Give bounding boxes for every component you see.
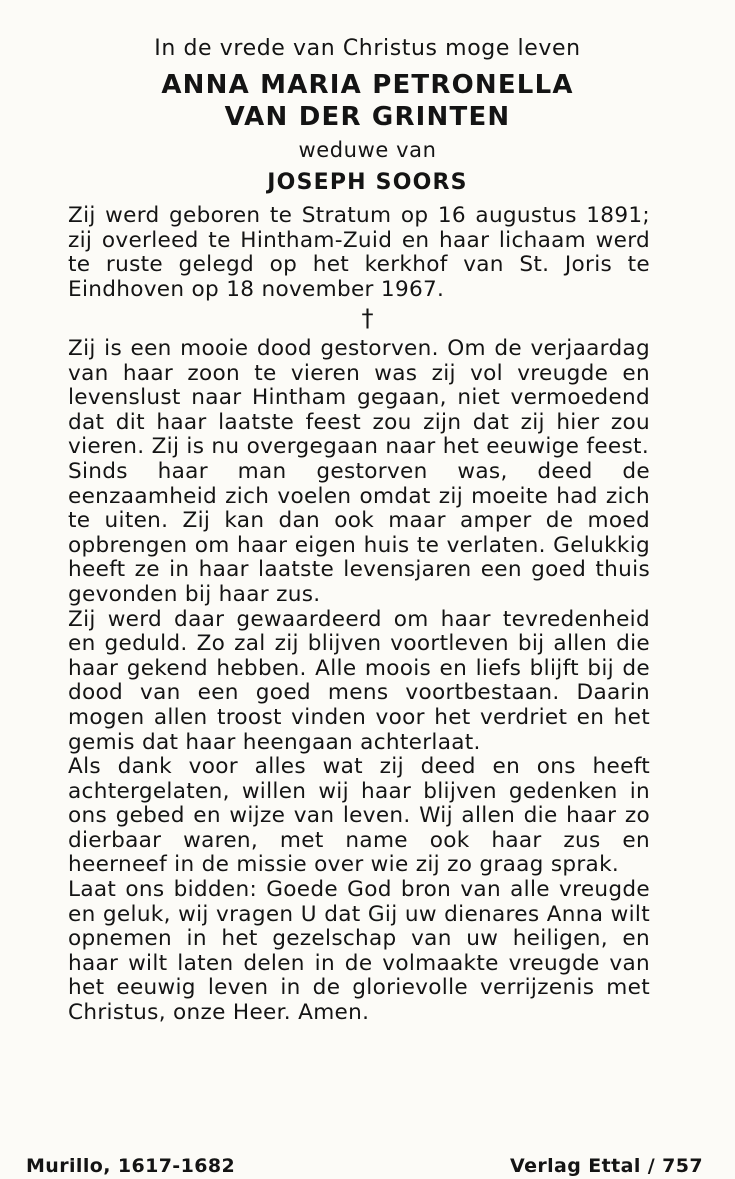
paragraph-death: Zij is een mooie dood gestorven. Om de verjaardag van haar zoon te vieren was zij vol vreugde en levenslust naar Hintham gegaan, niet vermoedend dat dit haar laatste feest zou zijn dat zij hier zou vieren. Zij is nu overgegaan naar het eeuwige feest. xyxy=(68,336,650,460)
intro-paragraph: Zij werd geboren te Stratum op 16 augustus 1891; zij overleed te Hintham-Zuid en haar lichaam werd te ruste gelegd op het kerkhof van St. Joris te Eindhoven op 18 november 1967. xyxy=(68,203,650,302)
paragraph-gratitude: Als dank voor alles wat zij deed en ons heeft achtergelaten, willen wij haar blijven gedenken in ons gebed en wijze van leven. Wij allen die haar zo dierbaar waren, met name ook haar zus en heerneef in de missie over wie zij zo graag sprak. xyxy=(68,754,650,878)
paragraph-loneliness: Sinds haar man gestorven was, deed de eenzaamheid zich voelen omdat zij moeite had zich te uiten. Zij kan dan ook maar amper de moed opbrengen om haar eigen huis te verlaten. Gelukkig heeft ze in haar laatste levensjaren een goed thuis gevonden bij haar zus. xyxy=(68,458,650,607)
deceased-name-line-2: VAN DER GRINTEN xyxy=(224,102,511,132)
paragraph-remembrance: Zij werd daar gewaardeerd om haar tevredenheid en geduld. Zo zal zij blijven voortleven bij allen die haar gekend hebben. Alle moois en liefs blijft bij de dood van een goed mens voortbestaan. Daarin mogen allen troost vinden voor het verdriet en het gemis dat haar heengaan achterlaat. xyxy=(68,606,650,755)
widow-of-label: weduwe van xyxy=(298,138,437,162)
memorial-text xyxy=(68,337,650,1026)
opening-line: In de vrede van Christus moge leven xyxy=(154,36,581,61)
paragraph-prayer: Laat ons bidden: Goede God bron van alle vreugde en geluk, wij vragen U dat Gij uw dienares Anna wilt opnemen in het gezelschap van uw heiligen, en haar wilt laten delen in de volmaakte vreugde van het eeuwig leven in de glorievolle verrijzenis met Christus, onze Heer. Amen. xyxy=(68,877,650,1026)
artist-credit: Murillo, 1617-1682 xyxy=(26,1155,236,1177)
biographical-intro xyxy=(68,204,650,302)
cross-icon: † xyxy=(361,304,374,332)
publisher-credit: Verlag Ettal / 757 xyxy=(510,1155,703,1177)
spouse-name: JOSEPH SOORS xyxy=(267,170,468,195)
deceased-name-line-1: ANNA MARIA PETRONELLA xyxy=(161,70,574,100)
